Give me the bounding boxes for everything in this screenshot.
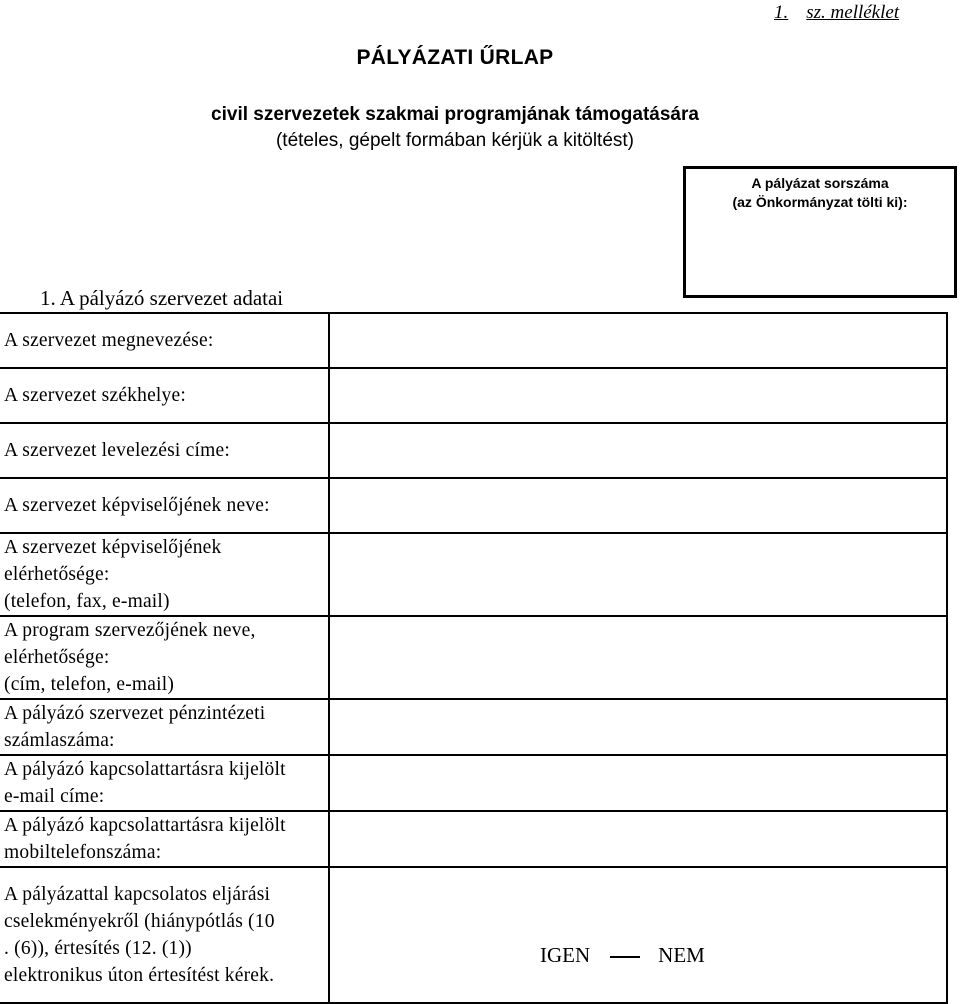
form-label-line: A szervezet képviselőjének neve:	[4, 495, 270, 516]
form-label-program-organizer-contact	[0, 616, 329, 699]
annex-text: sz. melléklet	[806, 2, 900, 23]
annex-number: 1.	[774, 2, 789, 23]
form-field-program-organizer-contact[interactable]	[329, 616, 947, 699]
form-label-line: elérhetősége:	[4, 564, 110, 585]
form-label-line: A szervezet levelezési címe:	[4, 440, 230, 461]
form-label-org-representative-name	[0, 478, 329, 533]
form-field-org-mailing-address[interactable]	[329, 423, 947, 478]
form-label-line: (telefon, fax, e-mail)	[4, 591, 170, 612]
application-number-box	[683, 166, 957, 298]
yes-no-separator	[610, 956, 640, 958]
form-row-program-organizer-contact	[0, 616, 947, 699]
form-row-contact-email	[0, 755, 947, 811]
organization-data-table	[0, 312, 948, 1004]
form-row-org-bank-account	[0, 699, 947, 755]
annex-label	[774, 2, 899, 24]
form-label-line: A pályázó kapcsolattartásra kijelölt	[4, 759, 286, 780]
subtitle-line-1: civil szervezetek szakmai programjának támogatására	[211, 104, 699, 125]
form-row-org-mailing-address	[0, 423, 947, 478]
form-label-line: mobiltelefonszáma:	[4, 842, 162, 863]
application-number-label	[686, 174, 954, 212]
form-subtitle	[0, 102, 910, 154]
form-label-electronic-notification	[0, 867, 329, 1003]
form-label-line: A szervezet képviselőjének	[4, 537, 222, 558]
yes-option[interactable]: IGEN	[540, 942, 591, 967]
form-label-contact-email	[0, 755, 329, 811]
form-row-contact-mobile	[0, 811, 947, 867]
application-number-label-line-2: (az Önkormányzat tölti ki):	[732, 194, 908, 210]
form-field-org-bank-account[interactable]	[329, 699, 947, 755]
application-number-label-line-1: A pályázat sorszáma	[751, 175, 889, 191]
form-label-line: elektronikus úton értesítést kérek.	[4, 965, 275, 986]
form-label-line: . (6)), értesítés (12. (1))	[4, 938, 192, 959]
form-label-contact-mobile	[0, 811, 329, 867]
form-row-org-representative-name	[0, 478, 947, 533]
form-label-line: A szervezet székhelye:	[4, 385, 186, 406]
form-row-org-representative-contact	[0, 533, 947, 616]
form-field-org-representative-name[interactable]	[329, 478, 947, 533]
section-title: 1. A pályázó szervezet adatai	[40, 286, 284, 310]
form-field-org-seat[interactable]	[329, 368, 947, 423]
form-row-org-name	[0, 313, 947, 368]
subtitle-line-2: (tételes, gépelt formában kérjük a kitöltést)	[275, 130, 634, 151]
form-field-electronic-notification[interactable]	[329, 867, 947, 1003]
form-field-contact-email[interactable]	[329, 755, 947, 811]
form-label-org-bank-account	[0, 699, 329, 755]
form-label-line: e-mail címe:	[4, 786, 105, 807]
yes-no-choice	[330, 903, 946, 968]
form-field-org-representative-contact[interactable]	[329, 533, 947, 616]
form-row-org-seat	[0, 368, 947, 423]
form-row-electronic-notification	[0, 867, 947, 1003]
form-label-org-representative-contact	[0, 533, 329, 616]
form-label-org-name	[0, 313, 329, 368]
form-label-line: A szervezet megnevezése:	[4, 330, 214, 351]
form-label-org-mailing-address	[0, 423, 329, 478]
form-label-line: cselekményekről (hiánypótlás (10	[4, 911, 275, 932]
form-label-line: elérhetősége:	[4, 647, 110, 668]
form-label-line: A pályázó szervezet pénzintézeti	[4, 703, 266, 724]
form-label-line: A pályázó kapcsolattartásra kijelölt	[4, 815, 286, 836]
form-label-org-seat	[0, 368, 329, 423]
form-label-line: számlaszáma:	[4, 730, 115, 751]
no-option[interactable]: NEM	[658, 942, 705, 967]
form-label-line: (cím, telefon, e-mail)	[4, 674, 175, 695]
form-title: PÁLYÁZATI ŰRLAP	[356, 46, 554, 69]
form-label-line: A pályázattal kapcsolatos eljárási	[4, 884, 271, 905]
form-label-line: A program szervezőjének neve,	[4, 620, 256, 641]
form-field-contact-mobile[interactable]	[329, 811, 947, 867]
form-field-org-name[interactable]	[329, 313, 947, 368]
